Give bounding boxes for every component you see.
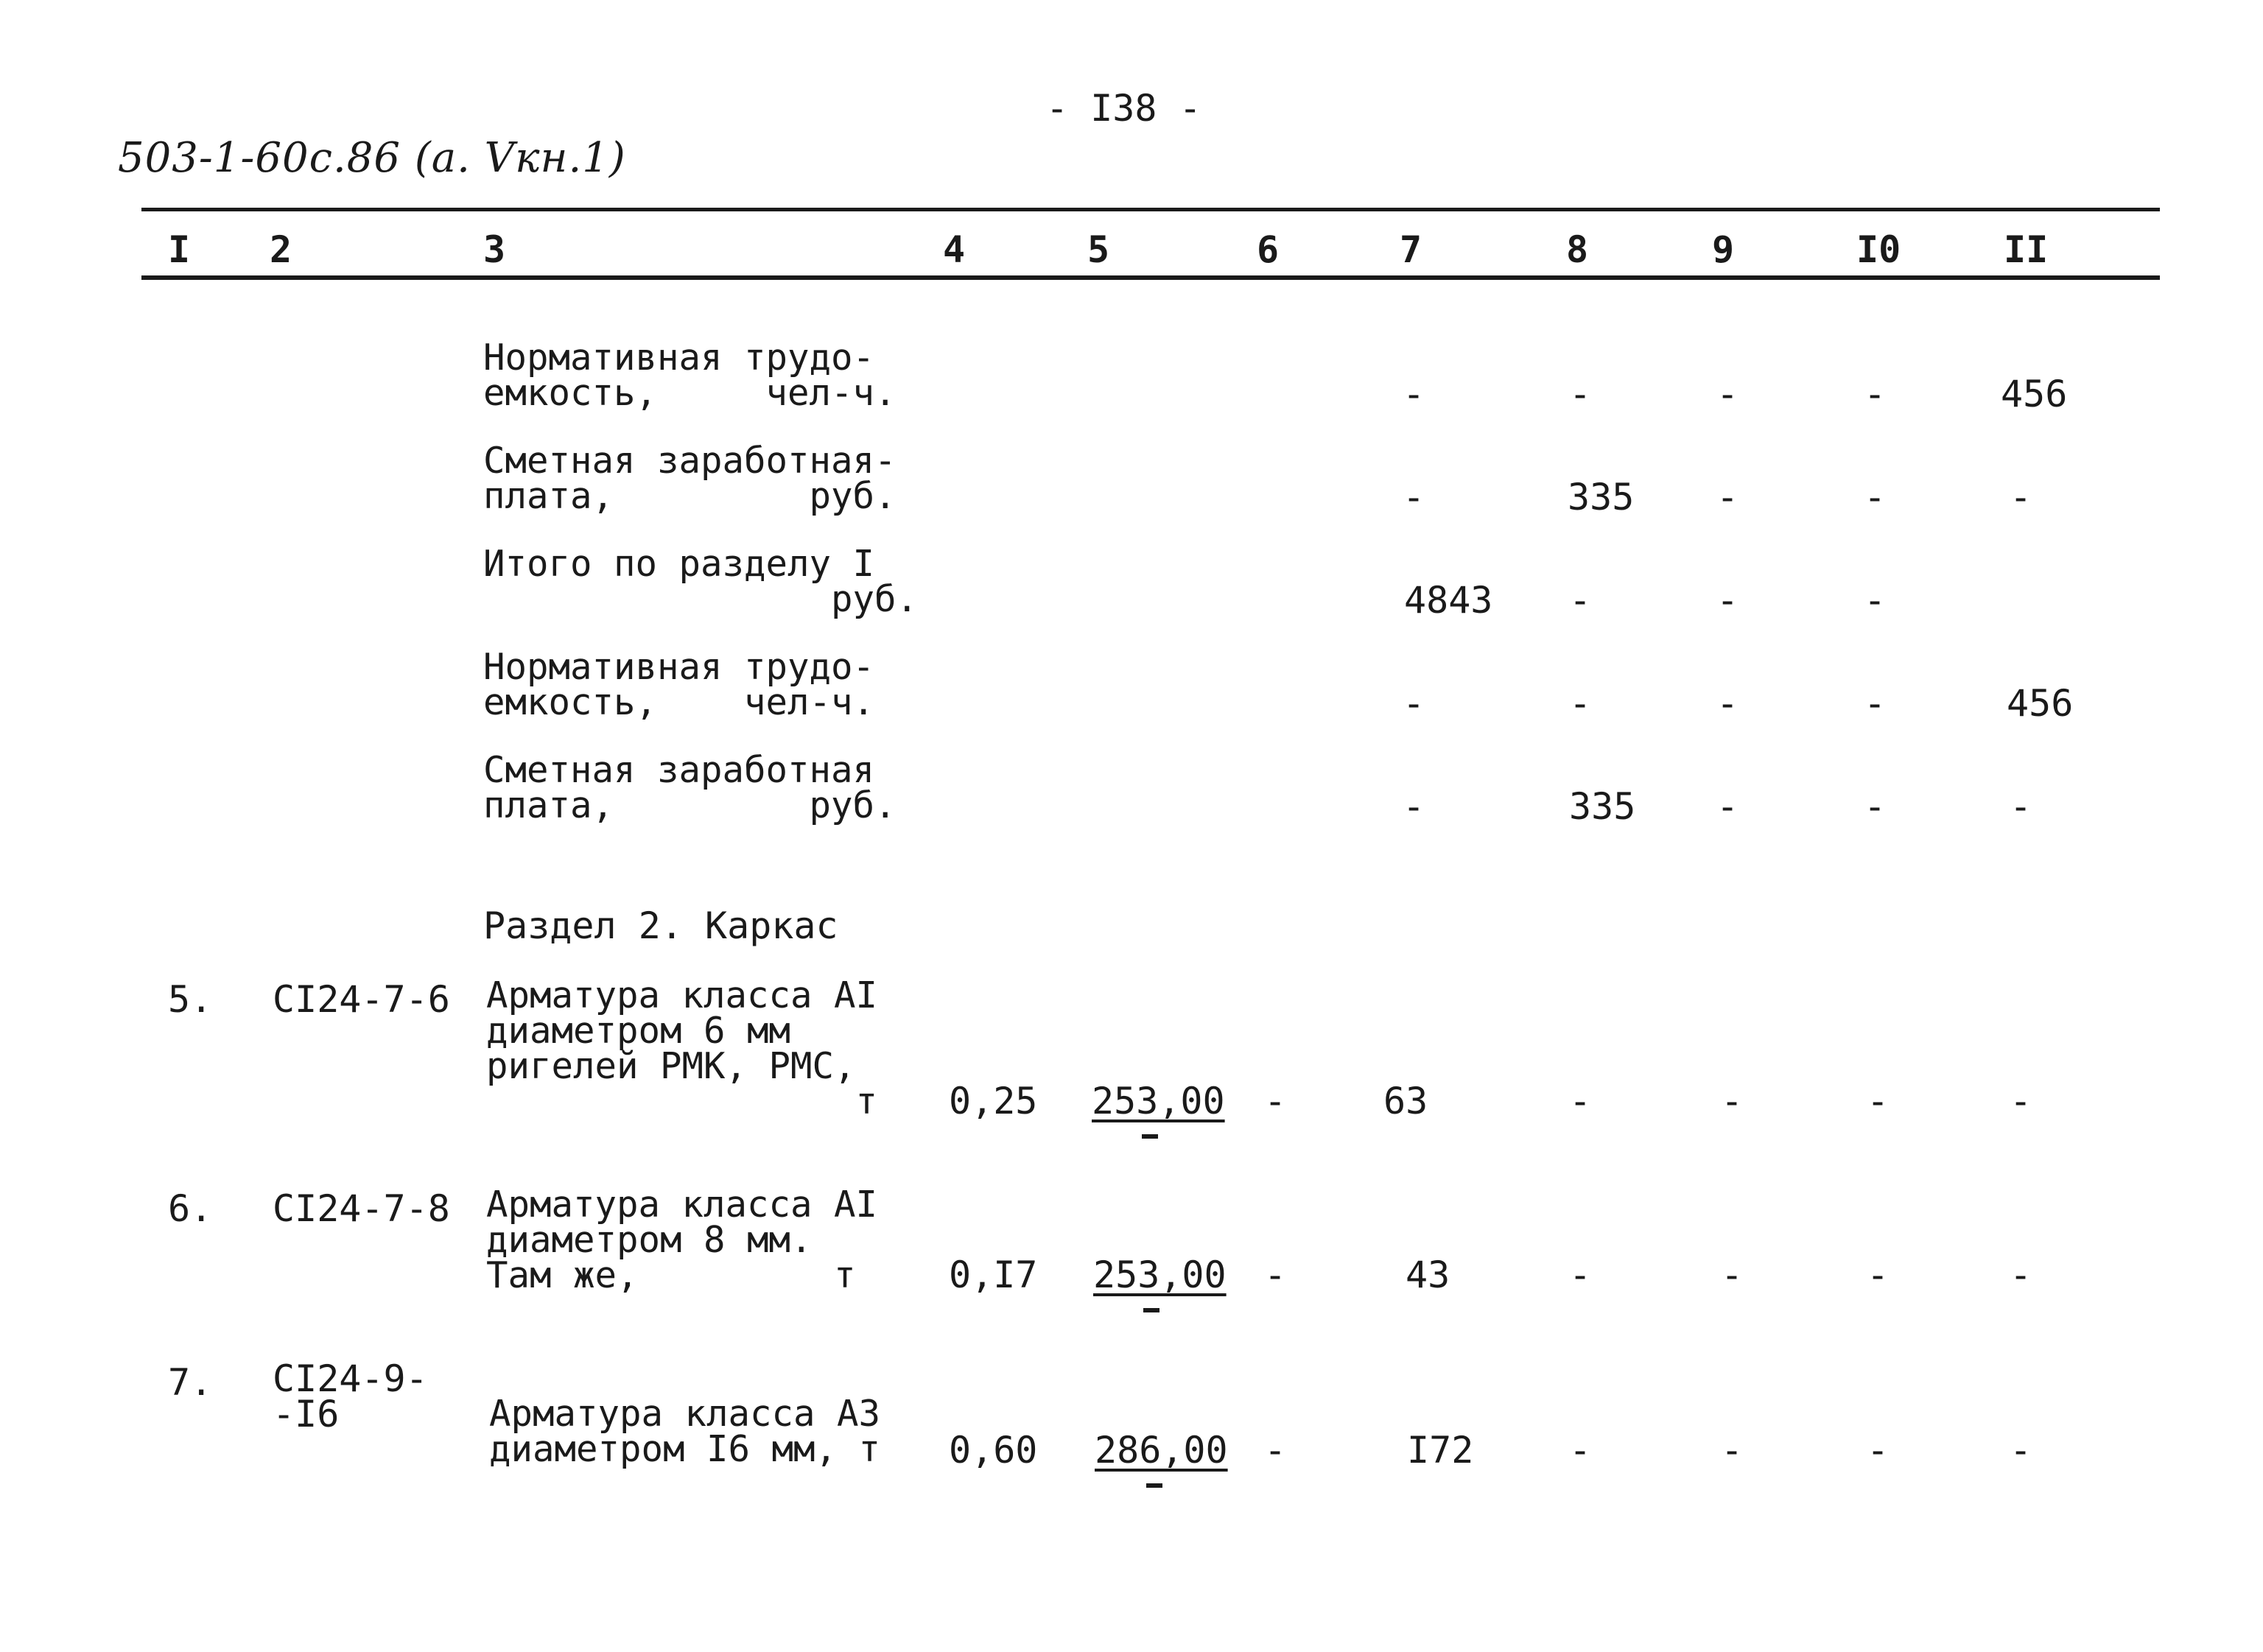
summary-row-4-c10: - — [1864, 682, 1887, 725]
column-header-6: 6 — [1257, 228, 1280, 271]
item-5-c6: - — [1264, 1080, 1287, 1122]
item-6-c8: - — [1569, 1254, 1592, 1296]
section-title: Раздел 2. Каркас — [483, 904, 838, 947]
page-number: - I38 - — [1046, 87, 1201, 130]
summary-row-2-c7: - — [1403, 476, 1425, 519]
header-bottom-rule — [141, 275, 2160, 280]
item-7-c8: - — [1569, 1429, 1592, 1472]
summary-row-4-c11: 456 — [2007, 682, 2074, 725]
summary-row-3-c7: 4843 — [1404, 579, 1493, 622]
summary-row-5-c10: - — [1864, 785, 1887, 828]
summary-row-5-c7: - — [1403, 785, 1425, 828]
item-5-c8: - — [1569, 1080, 1592, 1122]
summary-row-1-c9: - — [1716, 373, 1739, 415]
item-7-c11: - — [2010, 1429, 2032, 1472]
column-header-5: 5 — [1087, 228, 1110, 271]
item-6-number: 6. — [168, 1187, 213, 1230]
item-5-c7: 63 — [1383, 1080, 1428, 1122]
item-7-price: 286,00 — [1095, 1429, 1228, 1472]
summary-row-5-desc: Сметная заработная плата, руб. — [483, 749, 897, 826]
item-5-price: 253,00 — [1092, 1080, 1225, 1122]
summary-row-3-c10: - — [1864, 579, 1887, 622]
column-header-7: 7 — [1400, 228, 1422, 271]
item-5-price-tick — [1142, 1134, 1158, 1139]
summary-row-1-c7: - — [1403, 373, 1425, 415]
summary-row-3-desc: Итого по разделу I руб. — [483, 543, 919, 620]
item-7-number: 7. — [168, 1361, 213, 1404]
header-top-rule — [141, 208, 2160, 211]
item-7-c10: - — [1867, 1429, 1890, 1472]
summary-row-1-c8: - — [1569, 373, 1592, 415]
item-6-price-tick — [1143, 1308, 1159, 1312]
item-7-price-tick — [1146, 1483, 1162, 1488]
item-7-c7: I72 — [1407, 1429, 1474, 1472]
item-6-price: 253,00 — [1093, 1254, 1227, 1296]
handwritten-reference: 503-1-60с.86 (а. Vкн.1) — [118, 134, 626, 182]
item-6-desc: Арматура класса АI диаметром 8 мм. Там же, т — [486, 1184, 878, 1296]
column-header-11: II — [2004, 228, 2049, 271]
column-header-2: 2 — [270, 228, 292, 271]
column-header-1: I — [168, 228, 191, 271]
column-header-10: I0 — [1856, 228, 1901, 271]
summary-row-1-desc: Нормативная трудо- емкость, чел-ч. — [483, 337, 897, 414]
summary-row-5-c11: - — [2010, 785, 2032, 828]
item-7-c6: - — [1264, 1429, 1287, 1472]
summary-row-2-c8: 335 — [1568, 476, 1635, 519]
summary-row-4-c8: - — [1569, 682, 1592, 725]
item-7-desc: Арматура класса А3 диаметром I6 мм, т — [489, 1393, 881, 1470]
summary-row-2-c11: - — [2010, 476, 2032, 519]
item-6-c9: - — [1721, 1254, 1744, 1296]
item-5-c11: - — [2010, 1080, 2032, 1122]
summary-row-2-c9: - — [1716, 476, 1739, 519]
item-6-c11: - — [2010, 1254, 2032, 1296]
summary-row-5-c9: - — [1716, 785, 1739, 828]
summary-row-4-desc: Нормативная трудо- емкость, чел-ч. — [483, 646, 875, 723]
item-6-quantity: 0,I7 — [949, 1254, 1038, 1296]
item-6-c7: 43 — [1406, 1254, 1450, 1296]
item-6-c6: - — [1264, 1254, 1287, 1296]
summary-row-4-c9: - — [1716, 682, 1739, 725]
item-6-code: СI24-7-8 — [273, 1187, 450, 1230]
item-5-c10: - — [1867, 1080, 1890, 1122]
item-5-number: 5. — [168, 978, 213, 1021]
item-5-desc: Арматура класса АI диаметром 6 мм ригелей РМК, РМС, т — [486, 974, 878, 1122]
summary-row-5-c8: 335 — [1569, 785, 1636, 828]
item-7-quantity: 0,60 — [949, 1429, 1038, 1472]
item-5-c9: - — [1721, 1080, 1744, 1122]
item-5-code: СI24-7-6 — [273, 978, 450, 1021]
item-5-quantity: 0,25 — [949, 1080, 1038, 1122]
column-header-4: 4 — [943, 228, 966, 271]
summary-row-1-c10: - — [1864, 373, 1887, 415]
column-header-8: 8 — [1566, 228, 1589, 271]
summary-row-4-c7: - — [1403, 682, 1425, 725]
summary-row-1-c11: 456 — [2001, 373, 2068, 415]
item-7-c9: - — [1721, 1429, 1744, 1472]
column-header-3: 3 — [483, 228, 506, 271]
summary-row-2-desc: Сметная заработная- плата, руб. — [483, 440, 897, 517]
item-6-c10: - — [1867, 1254, 1890, 1296]
item-7-code: СI24-9- -I6 — [273, 1357, 428, 1435]
summary-row-3-c9: - — [1716, 579, 1739, 622]
summary-row-3-c8: - — [1569, 579, 1592, 622]
summary-row-2-c10: - — [1864, 476, 1887, 519]
column-header-9: 9 — [1712, 228, 1735, 271]
